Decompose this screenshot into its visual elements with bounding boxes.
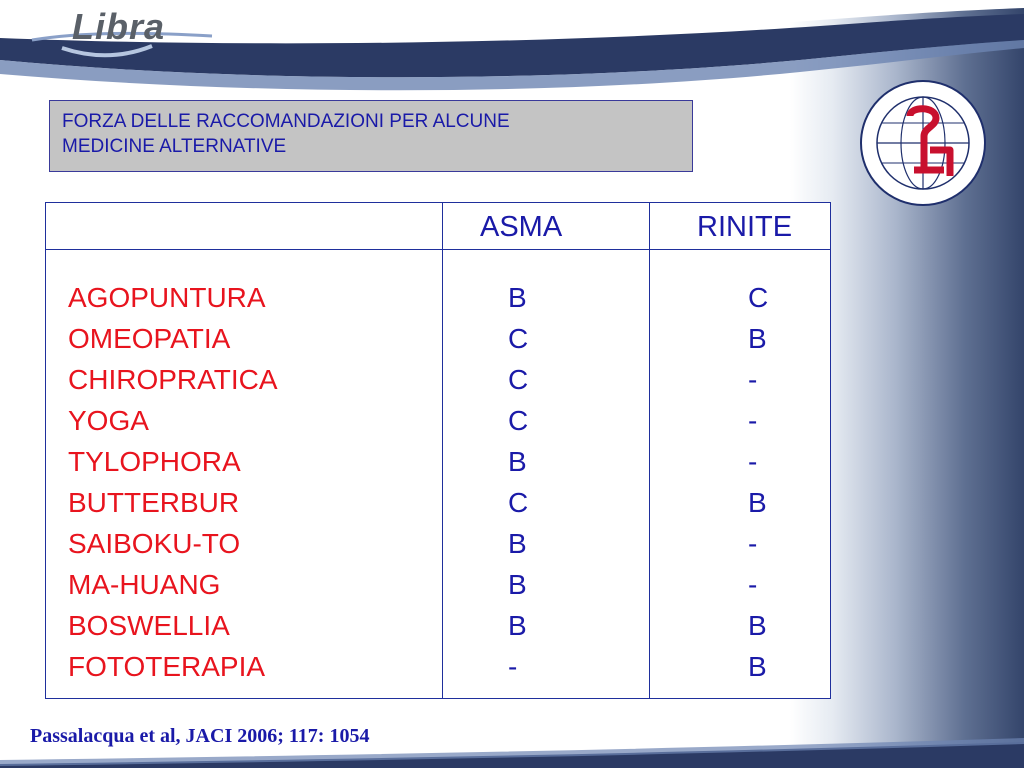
rinite-grade: - <box>748 569 758 600</box>
slide-title-line-1: FORZA DELLE RACCOMANDAZIONI PER ALCUNE <box>62 111 510 132</box>
table-row <box>46 650 830 691</box>
rinite-grade: - <box>748 405 758 436</box>
asma-grade: B <box>508 569 527 600</box>
asma-grade: C <box>508 487 529 518</box>
asma-grade: C <box>508 405 529 436</box>
globe-seal-icon <box>858 78 988 208</box>
header-rinite: RINITE <box>697 211 793 243</box>
asma-grade: B <box>508 610 527 641</box>
table-row <box>46 445 830 486</box>
asma-grade: C <box>508 364 529 395</box>
asma-grade: B <box>508 528 527 559</box>
table-row <box>46 486 830 527</box>
table-row <box>46 527 830 568</box>
recommendations-table <box>45 202 831 699</box>
table-row <box>46 609 830 650</box>
therapy-name: MA-HUANG <box>68 569 221 600</box>
rinite-grade: B <box>748 487 767 518</box>
therapy-name: TYLOPHORA <box>68 446 241 477</box>
citation-text: Passalacqua et al, JACI 2006; 117: 1054 <box>30 725 370 747</box>
rinite-grade: - <box>748 528 758 559</box>
rinite-grade: - <box>748 364 758 395</box>
therapy-name: OMEOPATIA <box>68 323 231 354</box>
table-body <box>46 281 830 691</box>
therapy-name: YOGA <box>68 405 149 436</box>
therapy-name: FOTOTERAPIA <box>68 651 266 682</box>
asma-grade: - <box>508 651 518 682</box>
table-row <box>46 404 830 445</box>
rinite-grade: B <box>748 323 767 354</box>
rinite-grade: B <box>748 651 767 682</box>
slide-title-line-2: MEDICINE ALTERNATIVE <box>62 136 287 157</box>
rinite-grade: - <box>748 446 758 477</box>
slide-title-box <box>49 100 693 172</box>
asma-grade: B <box>508 446 527 477</box>
table-row <box>46 568 830 609</box>
table-row <box>46 322 830 363</box>
therapy-name: BOSWELLIA <box>68 610 230 641</box>
therapy-name: BUTTERBUR <box>68 487 240 518</box>
therapy-name: CHIROPRATICA <box>68 364 278 395</box>
asma-grade: B <box>508 282 527 313</box>
table-row <box>46 363 830 404</box>
rinite-grade: B <box>748 610 767 641</box>
libra-logo <box>22 2 222 66</box>
therapy-name: AGOPUNTURA <box>68 282 266 313</box>
table-row <box>46 281 830 322</box>
header-divider <box>46 249 830 250</box>
libra-logo-text: Libra <box>72 6 166 47</box>
header-asma: ASMA <box>480 211 563 243</box>
asma-grade: C <box>508 323 529 354</box>
therapy-name: SAIBOKU-TO <box>68 528 241 559</box>
rinite-grade: C <box>748 282 769 313</box>
